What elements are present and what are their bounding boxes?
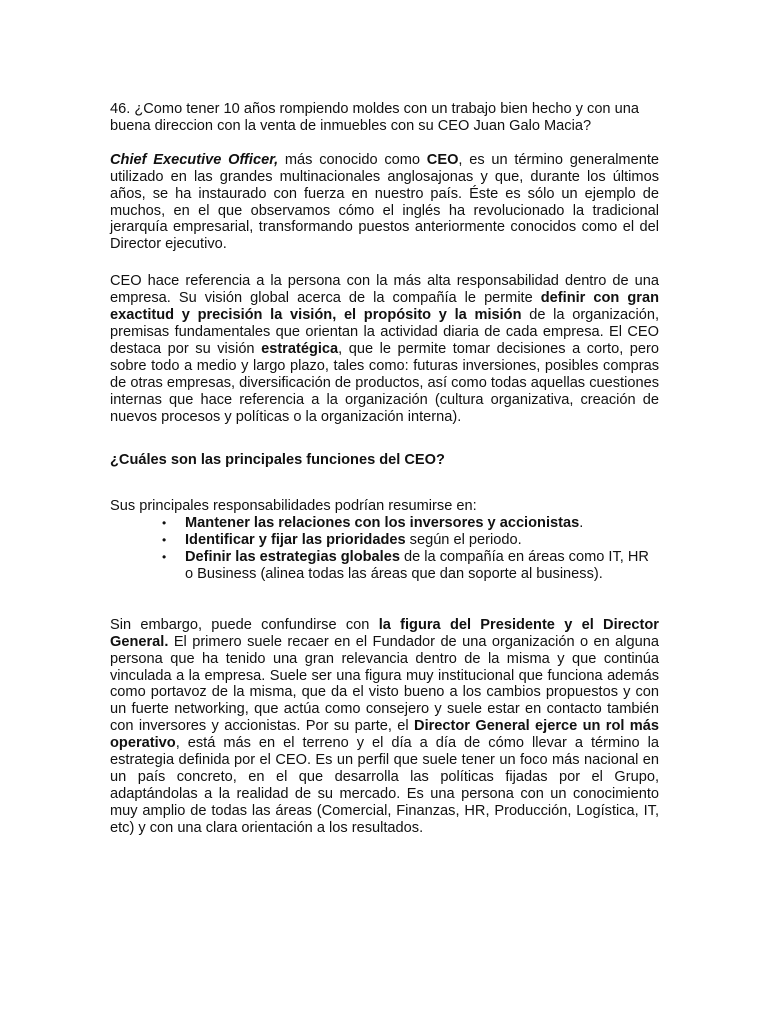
list-item-bold: Definir las estrategias globales: [185, 549, 400, 566]
paragraph-text: , está más en el terreno y el día a día de cómo llevar a término la estrategia definida por el CEO. Es un perfil que suele tener un foco más nacional en un país concreto, en el que desarrolla las políticas fijadas por el Grupo, adaptándolas a la realidad de su mercado. Es una persona con un conocimiento muy amplio de todas las áreas (Comercial, Finanzas, HR, Producción, Logística, IT, etc) y con una clara orientación a los resultados.: [110, 735, 659, 836]
list-intro: Sus principales responsabilidades podrían resumirse en:: [110, 498, 477, 515]
paragraph-president-director: [110, 617, 659, 837]
bold-phrase: la figura del Presidente y el Director General.: [110, 616, 659, 650]
list-item-text: .: [579, 515, 584, 532]
bullet-icon: •: [162, 516, 167, 531]
term-ceo: CEO: [426, 151, 459, 168]
paragraph-text: de la organización, premisas fundamentales que orientan la actividad diaria de cada empresa. El CEO destaca por su visión: [110, 307, 660, 357]
section-heading: ¿Cuáles son las principales funciones del CEO?: [110, 452, 445, 469]
paragraph-ceo-definition: [110, 152, 659, 253]
paragraph-text: Sin embargo, puede confundirse con: [110, 616, 379, 633]
list-item: [162, 549, 659, 583]
question-title: 46. ¿Como tener 10 años rompiendo moldes con un trabajo bien hecho y con una buena direccion con la venta de inmuebles con su CEO Juan Galo Macia?: [110, 101, 639, 134]
document-body: [110, 101, 659, 837]
list-item-bold: Identificar y fijar las prioridades: [185, 532, 406, 549]
bullet-icon: •: [162, 533, 167, 548]
paragraph-text: , que le permite tomar decisiones a corto, pero sobre todo a medio y largo plazo, tales como: futuras inversiones, posibles compras de otras empresas, diversificación de productos, así como todas aquellas cuestiones internas que hace referencia a la organización (cultura organizativa, creación de nuevos procesos y políticas o la organización interna).: [110, 340, 659, 425]
functions-list: [110, 515, 659, 583]
bold-phrase: definir con gran exactitud y precisión la visión, el propósito y la misión: [110, 290, 659, 324]
term-chief-executive-officer: Chief Executive Officer,: [110, 151, 279, 168]
paragraph-text: , es un término generalmente utilizado en las grandes multinacionales anglosajonas y que, durante los últimos años, se ha instaurado con fuerza en nuestro país. Éste es sólo un ejemplo de muchos, en el que observamos cómo el inglés ha revolucionado la tradicional jerarquía empresarial, transformando puestos anteriormente conocidos como el del Director ejecutivo.: [110, 151, 659, 253]
paragraph-text: más conocido como: [278, 151, 427, 168]
list-item: [162, 515, 659, 532]
list-item: [162, 532, 659, 549]
bold-phrase: Director General ejerce un rol más operativo: [110, 718, 659, 752]
list-item-bold: Mantener las relaciones con los inversores y accionistas: [185, 515, 580, 532]
list-item-text: de la compañía en áreas como IT, HR o Business (alinea todas las áreas que dan soporte al business).: [185, 549, 649, 582]
paragraph-text: El primero suele recaer en el Fundador de una organización o en alguna persona que ha tenido una gran relevancia dentro de la misma y que continúa vinculada a la empresa. Suele ser una figura muy institucional que funciona además como portavoz de la misma, que da el visto bueno a los cambios propuestos y con un fuerte networking, que actúa como consejero y suele estar en contacto también con inversores y accionistas. Por su parte, el: [110, 633, 659, 735]
bullet-icon: •: [162, 550, 167, 565]
paragraph-ceo-responsibility: [110, 273, 659, 425]
bold-phrase: estratégica: [261, 340, 339, 357]
paragraph-text: CEO hace referencia a la persona con la más alta responsabilidad dentro de una empresa. Su visión global acerca de la compañía le permite: [110, 273, 659, 307]
list-item-text: según el periodo.: [405, 532, 522, 549]
